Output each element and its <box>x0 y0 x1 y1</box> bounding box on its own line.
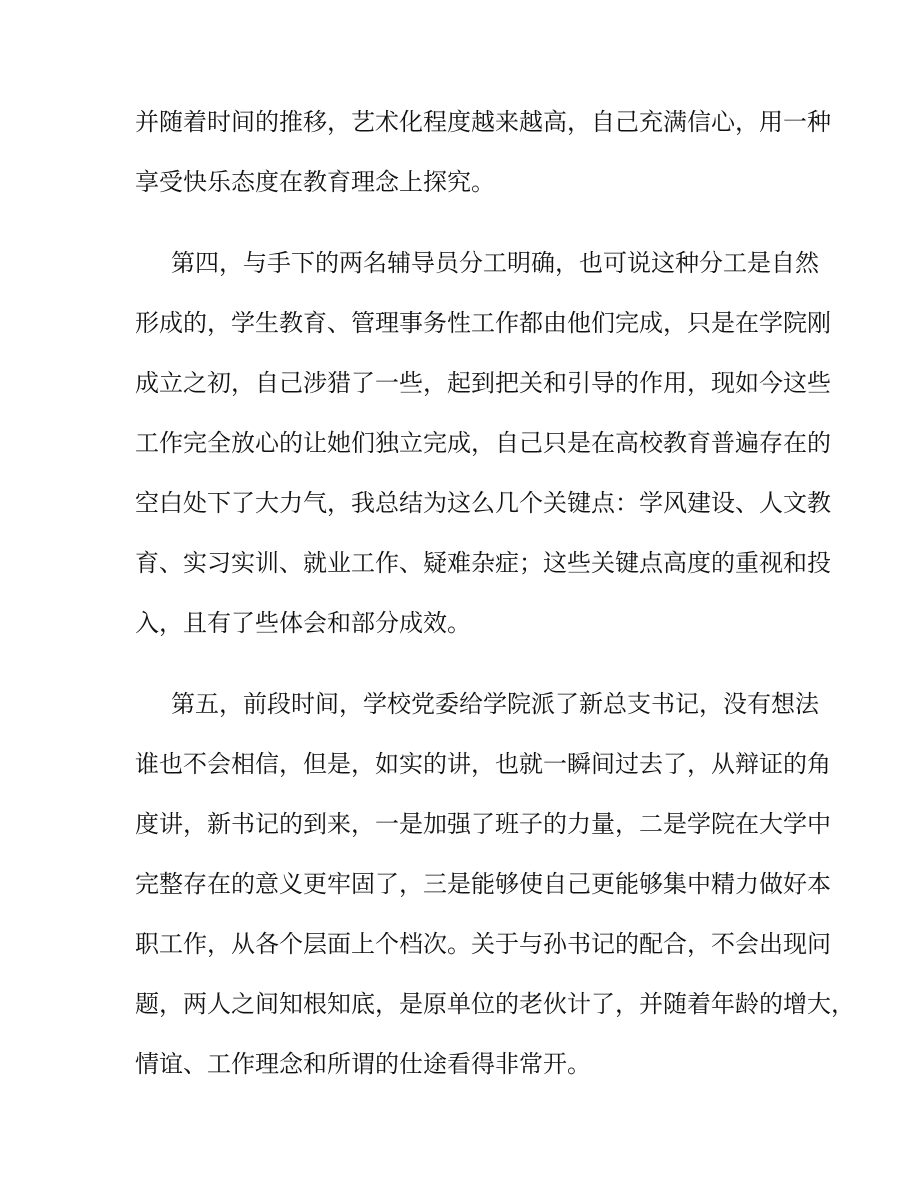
paragraph-3-line-5: 职工作，从各个层面上个档次。关于与孙书记的配合，不会出现问 <box>135 930 831 958</box>
paragraph-3-line-3: 度讲，新书记的到来，一是加强了班子的力量，二是学院在大学中 <box>135 810 831 838</box>
paragraph-2-line-5: 空白处下了大力气，我总结为这么几个关键点：学风建设、人文教 <box>135 489 831 517</box>
paragraph-3-line-7: 情谊、工作理念和所谓的仕途看得非常开。 <box>135 1050 591 1078</box>
paragraph-2-line-2: 形成的，学生教育、管理事务性工作都由他们完成，只是在学院刚 <box>135 309 831 337</box>
paragraph-2-line-1: 第四，与手下的两名辅导员分工明确，也可说这种分工是自然 <box>171 249 819 277</box>
paragraph-3-line-2: 谁也不会相信，但是，如实的讲，也就一瞬间过去了，从辩证的角 <box>135 750 831 778</box>
paragraph-2-line-6: 育、实习实训、就业工作、疑难杂症；这些关键点高度的重视和投 <box>135 549 831 577</box>
paragraph-2-line-4: 工作完全放心的让她们独立完成，自己只是在高校教育普遍存在的 <box>135 429 831 457</box>
paragraph-1-line-2: 享受快乐态度在教育理念上探究。 <box>135 168 495 196</box>
paragraph-3-line-4: 完整存在的意义更牢固了，三是能够使自己更能够集中精力做好本 <box>135 870 831 898</box>
paragraph-2-line-7: 入，且有了些体会和部分成效。 <box>135 609 471 637</box>
paragraph-1-line-1: 并随着时间的推移，艺术化程度越来越高，自己充满信心，用一种 <box>135 108 831 136</box>
paragraph-2-line-3: 成立之初，自己涉猎了一些，起到把关和引导的作用，现如今这些 <box>135 369 831 397</box>
paragraph-3-line-1: 第五，前段时间，学校党委给学院派了新总支书记，没有想法 <box>171 690 819 718</box>
paragraph-3-line-6: 题，两人之间知根知底，是原单位的老伙计了，并随着年龄的增大， <box>135 990 855 1018</box>
